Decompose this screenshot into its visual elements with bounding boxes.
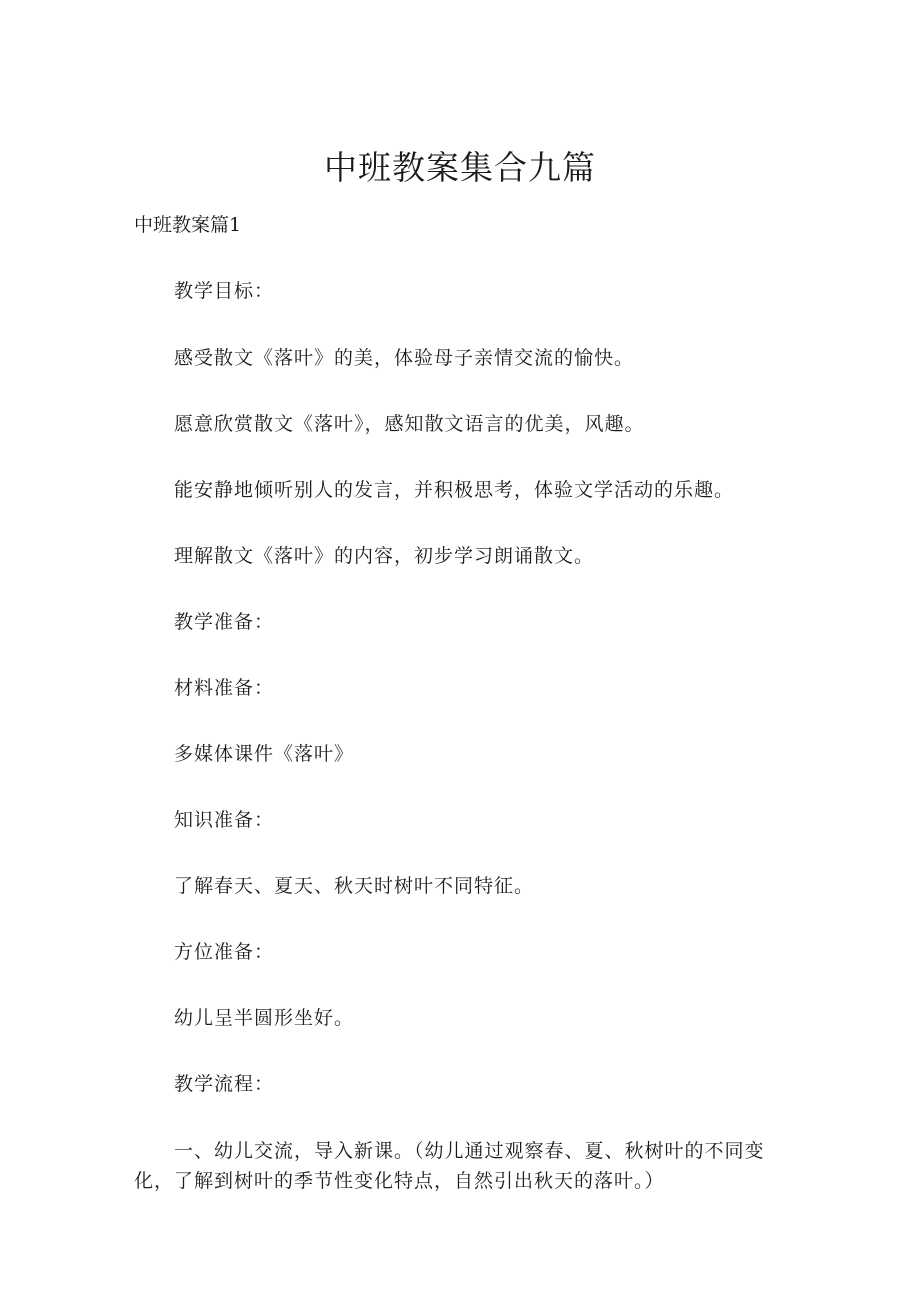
paragraph-preparation-heading: 教学准备：	[174, 611, 275, 633]
paragraph-goal-4: 理解散文《落叶》的内容，初步学习朗诵散文。	[174, 545, 595, 567]
document-title: 中班教案集合九篇	[324, 148, 596, 187]
paragraph-teaching-goals-heading: 教学目标：	[174, 280, 275, 302]
section-heading: 中班教案篇1	[134, 214, 242, 236]
paragraph-knowledge-preparation: 知识准备：	[174, 809, 275, 831]
paragraph-position-preparation: 方位准备：	[174, 941, 275, 963]
paragraph-teaching-process-heading: 教学流程：	[174, 1073, 275, 1095]
paragraph-step-1: 一、幼儿交流，导入新课。（幼儿通过观察春、夏、秋树叶的不同变化，了解到树叶的季节性变化特点，自然引出秋天的落叶。）	[134, 1140, 765, 1192]
paragraph-goal-1: 感受散文《落叶》的美，体验母子亲情交流的愉快。	[174, 347, 635, 369]
paragraph-goal-2: 愿意欣赏散文《落叶》，感知散文语言的优美，风趣。	[174, 413, 645, 435]
paragraph-seasons: 了解春天、夏天、秋天时树叶不同特征。	[174, 875, 535, 897]
paragraph-goal-3: 能安静地倾听别人的发言，并积极思考，体验文学活动的乐趣。	[174, 479, 735, 501]
paragraph-material-preparation: 材料准备：	[174, 677, 275, 699]
paragraph-multimedia: 多媒体课件《落叶》	[174, 743, 355, 765]
paragraph-seating: 幼儿呈半圆形坐好。	[174, 1007, 355, 1029]
